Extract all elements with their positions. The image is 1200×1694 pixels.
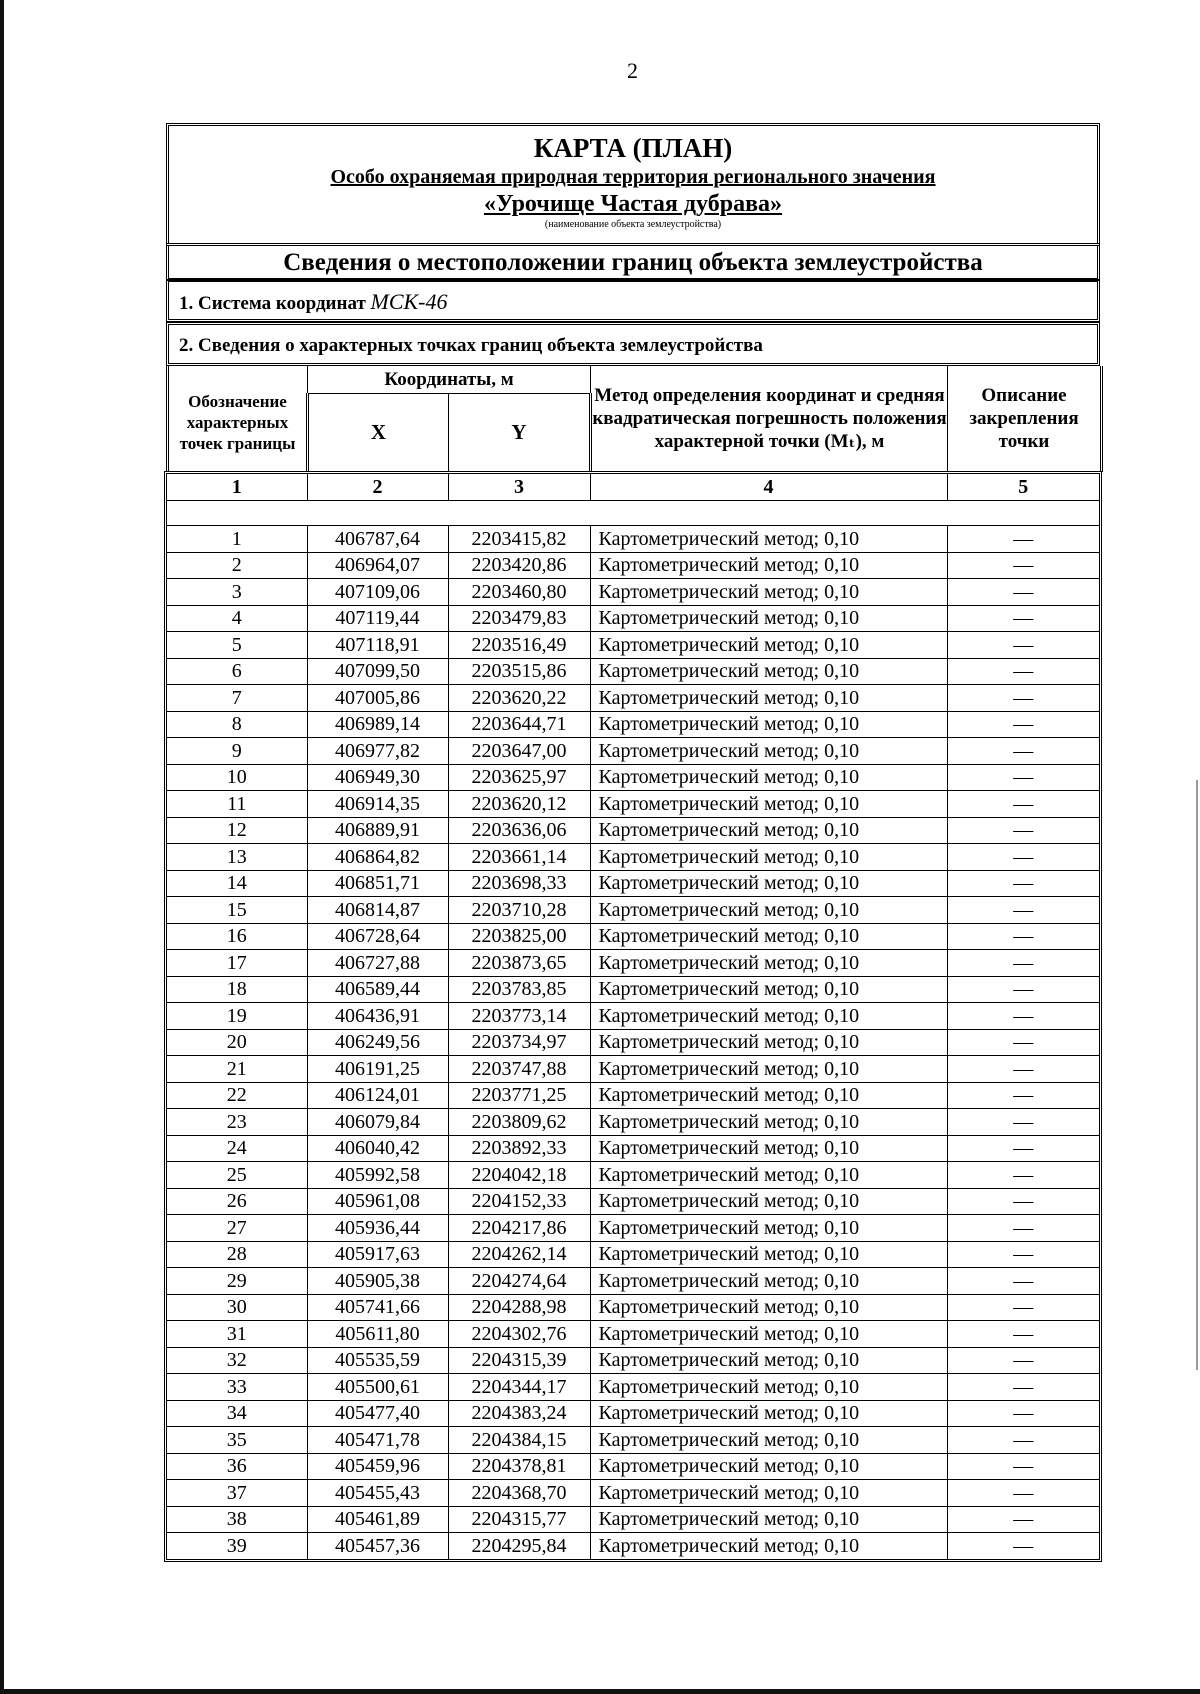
method: Картометрический метод; 0,10: [590, 1268, 947, 1295]
column-number: 4: [590, 474, 947, 501]
coord-x: 405455,43: [307, 1480, 448, 1507]
coord-y: 2203710,28: [448, 897, 590, 924]
point-number: 11: [167, 791, 307, 818]
table-row: [167, 1109, 1099, 1136]
coord-x: 406989,14: [307, 711, 448, 738]
section-title: Сведения о местоположении границ объекта землеустройства: [166, 243, 1100, 281]
point-number: 13: [167, 844, 307, 871]
coord-y: 2203515,86: [448, 658, 590, 685]
point-number: 20: [167, 1029, 307, 1056]
point-number: 19: [167, 1003, 307, 1030]
fixation-description: —: [947, 870, 1099, 897]
table-row: [167, 844, 1099, 871]
point-number: 28: [167, 1241, 307, 1268]
coord-y: 2204344,17: [448, 1374, 590, 1401]
coord-y: 2203516,49: [448, 632, 590, 659]
coord-y: 2203661,14: [448, 844, 590, 871]
table-row: [167, 1427, 1099, 1454]
method: Картометрический метод; 0,10: [590, 711, 947, 738]
point-number: 18: [167, 976, 307, 1003]
coord-y: 2204378,81: [448, 1453, 590, 1480]
coord-y: 2204383,24: [448, 1400, 590, 1427]
table-row: [167, 632, 1099, 659]
fixation-description: —: [947, 1506, 1099, 1533]
method: Картометрический метод; 0,10: [590, 1056, 947, 1083]
title-block: [166, 123, 1100, 246]
point-number: 7: [167, 685, 307, 712]
fixation-description: —: [947, 1294, 1099, 1321]
coord-y: 2204315,39: [448, 1347, 590, 1374]
fixation-description: —: [947, 1453, 1099, 1480]
fixation-description: —: [947, 605, 1099, 632]
coord-x: 406728,64: [307, 923, 448, 950]
method: Картометрический метод; 0,10: [590, 526, 947, 553]
table-row: [167, 1347, 1099, 1374]
table-row: [167, 1162, 1099, 1189]
coord-y: 2203479,83: [448, 605, 590, 632]
method: Картометрический метод; 0,10: [590, 1427, 947, 1454]
point-number: 9: [167, 738, 307, 765]
point-number: 3: [167, 579, 307, 606]
coord-y: 2203620,22: [448, 685, 590, 712]
method: Картометрический метод; 0,10: [590, 1162, 947, 1189]
table-row: [167, 1241, 1099, 1268]
table-row: [167, 1321, 1099, 1348]
method: Картометрический метод; 0,10: [590, 1215, 947, 1242]
point-number: 35: [167, 1427, 307, 1454]
method: Картометрический метод; 0,10: [590, 1506, 947, 1533]
fixation-description: —: [947, 817, 1099, 844]
coord-x: 405535,59: [307, 1347, 448, 1374]
coord-y: 2204295,84: [448, 1533, 590, 1559]
header-description: Описание закрепления точки: [948, 366, 1102, 472]
column-number-row: [167, 474, 1099, 501]
coord-x: 406191,25: [307, 1056, 448, 1083]
point-number: 24: [167, 1135, 307, 1162]
point-number: 14: [167, 870, 307, 897]
coord-system-block: [166, 279, 1100, 322]
coord-x: 406589,44: [307, 976, 448, 1003]
fixation-description: —: [947, 552, 1099, 579]
point-number: 29: [167, 1268, 307, 1295]
fixation-description: —: [947, 1082, 1099, 1109]
table-row: [167, 1056, 1099, 1083]
coord-y: 2203773,14: [448, 1003, 590, 1030]
point-number: 30: [167, 1294, 307, 1321]
fixation-description: —: [947, 1480, 1099, 1507]
method: Картометрический метод; 0,10: [590, 738, 947, 765]
coord-x: 405961,08: [307, 1188, 448, 1215]
coord-y: 2203892,33: [448, 1135, 590, 1162]
document-title: КАРТА (ПЛАН): [533, 133, 733, 163]
point-number: 27: [167, 1215, 307, 1242]
coord-x: 406814,87: [307, 897, 448, 924]
fixation-description: —: [947, 632, 1099, 659]
method: Картометрический метод; 0,10: [590, 1082, 947, 1109]
table-row: [167, 1188, 1099, 1215]
method: Картометрический метод; 0,10: [590, 1533, 947, 1559]
coord-y: 2204302,76: [448, 1321, 590, 1348]
coord-x: 405611,80: [307, 1321, 448, 1348]
point-number: 23: [167, 1109, 307, 1136]
coord-x: 405936,44: [307, 1215, 448, 1242]
point-number: 25: [167, 1162, 307, 1189]
coord-y: 2203620,12: [448, 791, 590, 818]
fixation-description: —: [947, 764, 1099, 791]
header-point-designation: Обозначение характерных точек границы: [168, 366, 308, 472]
fixation-description: —: [947, 658, 1099, 685]
method: Картометрический метод; 0,10: [590, 1321, 947, 1348]
table-row: [167, 976, 1099, 1003]
coord-y: 2204152,33: [448, 1188, 590, 1215]
coord-y: 2204217,86: [448, 1215, 590, 1242]
point-number: 37: [167, 1480, 307, 1507]
table-row: [167, 658, 1099, 685]
column-number: 1: [167, 474, 307, 501]
point-number: 33: [167, 1374, 307, 1401]
coord-x: 405457,36: [307, 1533, 448, 1559]
object-name: «Урочище Частая дубрава»: [483, 191, 783, 217]
points-table-header: [166, 366, 1103, 472]
method: Картометрический метод; 0,10: [590, 1347, 947, 1374]
coord-x: 406727,88: [307, 950, 448, 977]
point-number: 22: [167, 1082, 307, 1109]
table-row: [167, 1003, 1099, 1030]
points-table-body: [167, 474, 1099, 1559]
point-number: 6: [167, 658, 307, 685]
coord-x: 406124,01: [307, 1082, 448, 1109]
method: Картометрический метод; 0,10: [590, 632, 947, 659]
coord-y: 2203647,00: [448, 738, 590, 765]
point-number: 16: [167, 923, 307, 950]
table-row: [167, 1453, 1099, 1480]
method: Картометрический метод; 0,10: [590, 817, 947, 844]
coord-y: 2203873,65: [448, 950, 590, 977]
table-row: [167, 1533, 1099, 1559]
coord-x: 405905,38: [307, 1268, 448, 1295]
method: Картометрический метод; 0,10: [590, 1480, 947, 1507]
table-row: [167, 526, 1099, 553]
coord-x: 406889,91: [307, 817, 448, 844]
header-method: Метод определения координат и средняя квадратическая погрешность положения характерной точки (Mₜ), м: [591, 366, 948, 472]
territory-type: Особо охраняемая природная территория регионального значения: [330, 166, 936, 188]
coord-y: 2204274,64: [448, 1268, 590, 1295]
method: Картометрический метод; 0,10: [590, 950, 947, 977]
method: Картометрический метод; 0,10: [590, 658, 947, 685]
coord-x: 405471,78: [307, 1427, 448, 1454]
coord-y: 2203698,33: [448, 870, 590, 897]
coord-y: 2203460,80: [448, 579, 590, 606]
fixation-description: —: [947, 950, 1099, 977]
fixation-description: —: [947, 711, 1099, 738]
fixation-description: —: [947, 1029, 1099, 1056]
coord-y: 2204042,18: [448, 1162, 590, 1189]
scan-edge-left: [0, 0, 4, 1694]
point-number: 2: [167, 552, 307, 579]
coord-y: 2203809,62: [448, 1109, 590, 1136]
header-coordinates: Координаты, м: [308, 366, 591, 393]
table-row: [167, 791, 1099, 818]
table-row: [167, 870, 1099, 897]
method: Картометрический метод; 0,10: [590, 1003, 947, 1030]
table-row: [167, 738, 1099, 765]
coord-y: 2204384,15: [448, 1427, 590, 1454]
point-number: 31: [167, 1321, 307, 1348]
coord-x: 406949,30: [307, 764, 448, 791]
method: Картометрический метод; 0,10: [590, 1109, 947, 1136]
coord-x: 407119,44: [307, 605, 448, 632]
coord-y: 2203734,97: [448, 1029, 590, 1056]
coord-y: 2203415,82: [448, 526, 590, 553]
point-number: 1: [167, 526, 307, 553]
table-row: [167, 552, 1099, 579]
coord-x: 407109,06: [307, 579, 448, 606]
table-row: [167, 1506, 1099, 1533]
fixation-description: —: [947, 1162, 1099, 1189]
coord-y: 2203747,88: [448, 1056, 590, 1083]
fixation-description: —: [947, 1347, 1099, 1374]
method: Картометрический метод; 0,10: [590, 1188, 947, 1215]
method: Картометрический метод; 0,10: [590, 791, 947, 818]
coord-x: 406040,42: [307, 1135, 448, 1162]
table-row: [167, 817, 1099, 844]
fixation-description: —: [947, 1374, 1099, 1401]
coord-x: 406964,07: [307, 552, 448, 579]
table-row: [167, 1215, 1099, 1242]
fixation-description: —: [947, 1400, 1099, 1427]
method: Картометрический метод; 0,10: [590, 1453, 947, 1480]
coord-x: 405461,89: [307, 1506, 448, 1533]
table-row: [167, 711, 1099, 738]
table-row: [167, 1082, 1099, 1109]
coord-x: 405459,96: [307, 1453, 448, 1480]
fixation-description: —: [947, 1215, 1099, 1242]
coord-y: 2203825,00: [448, 923, 590, 950]
coord-x: 405741,66: [307, 1294, 448, 1321]
point-number: 8: [167, 711, 307, 738]
fixation-description: —: [947, 791, 1099, 818]
method: Картометрический метод; 0,10: [590, 923, 947, 950]
table-row: [167, 764, 1099, 791]
point-number: 26: [167, 1188, 307, 1215]
object-name-caption: (наименование объекта землеустройства): [544, 219, 722, 230]
scan-edge-bottom: [0, 1689, 1200, 1694]
coord-y: 2204368,70: [448, 1480, 590, 1507]
fixation-description: —: [947, 1135, 1099, 1162]
coord-x: 407118,91: [307, 632, 448, 659]
coord-y: 2204288,98: [448, 1294, 590, 1321]
empty-cell: [167, 501, 1099, 526]
method: Картометрический метод; 0,10: [590, 976, 947, 1003]
table-row: [167, 605, 1099, 632]
fixation-description: —: [947, 1188, 1099, 1215]
points-section-title: 2. Сведения о характерных точках границ объекта землеустройства: [166, 322, 1100, 366]
fixation-description: —: [947, 897, 1099, 924]
coord-x: 406864,82: [307, 844, 448, 871]
table-row: [167, 1374, 1099, 1401]
table-row: [167, 950, 1099, 977]
header-y: Y: [449, 393, 591, 472]
point-number: 17: [167, 950, 307, 977]
fixation-description: —: [947, 1427, 1099, 1454]
method: Картометрический метод; 0,10: [590, 1029, 947, 1056]
method: Картометрический метод; 0,10: [590, 764, 947, 791]
table-row: [167, 923, 1099, 950]
header-x: X: [308, 393, 449, 472]
coord-y: 2203771,25: [448, 1082, 590, 1109]
method: Картометрический метод; 0,10: [590, 844, 947, 871]
method: Картометрический метод; 0,10: [590, 605, 947, 632]
coord-x: 406914,35: [307, 791, 448, 818]
point-number: 15: [167, 897, 307, 924]
point-number: 5: [167, 632, 307, 659]
fixation-description: —: [947, 1533, 1099, 1559]
point-number: 10: [167, 764, 307, 791]
fixation-description: —: [947, 1321, 1099, 1348]
method: Картометрический метод; 0,10: [590, 579, 947, 606]
fixation-description: —: [947, 1109, 1099, 1136]
coord-y: 2204315,77: [448, 1506, 590, 1533]
method: Картометрический метод; 0,10: [590, 897, 947, 924]
coord-x: 407005,86: [307, 685, 448, 712]
empty-row: [167, 501, 1099, 526]
point-number: 38: [167, 1506, 307, 1533]
coord-x: 406851,71: [307, 870, 448, 897]
fixation-description: —: [947, 526, 1099, 553]
coord-x: 405917,63: [307, 1241, 448, 1268]
method: Картометрический метод; 0,10: [590, 552, 947, 579]
table-row: [167, 579, 1099, 606]
method: Картометрический метод; 0,10: [590, 1400, 947, 1427]
method: Картометрический метод; 0,10: [590, 685, 947, 712]
fixation-description: —: [947, 1003, 1099, 1030]
table-row: [167, 1268, 1099, 1295]
coord-y: 2203420,86: [448, 552, 590, 579]
coord-system-value: МСК-46: [370, 289, 448, 314]
coord-system-label: 1. Система координат: [179, 293, 371, 314]
column-number: 5: [947, 474, 1099, 501]
column-number: 3: [448, 474, 590, 501]
table-row: [167, 1400, 1099, 1427]
fixation-description: —: [947, 738, 1099, 765]
table-row: [167, 685, 1099, 712]
point-number: 34: [167, 1400, 307, 1427]
point-number: 12: [167, 817, 307, 844]
method: Картометрический метод; 0,10: [590, 1294, 947, 1321]
table-row: [167, 1029, 1099, 1056]
coord-y: 2204262,14: [448, 1241, 590, 1268]
coord-y: 2203636,06: [448, 817, 590, 844]
coord-x: 406079,84: [307, 1109, 448, 1136]
column-number: 2: [307, 474, 448, 501]
method: Картометрический метод; 0,10: [590, 1374, 947, 1401]
fixation-description: —: [947, 685, 1099, 712]
fixation-description: —: [947, 923, 1099, 950]
points-table: [164, 471, 1102, 1562]
page-number: 2: [627, 58, 638, 83]
points-table-rows: [167, 474, 1099, 1559]
point-number: 4: [167, 605, 307, 632]
fixation-description: —: [947, 1268, 1099, 1295]
fixation-description: —: [947, 1056, 1099, 1083]
scan-edge-right: [1196, 780, 1198, 1370]
point-number: 21: [167, 1056, 307, 1083]
method: Картометрический метод; 0,10: [590, 870, 947, 897]
coord-x: 407099,50: [307, 658, 448, 685]
point-number: 36: [167, 1453, 307, 1480]
coord-x: 406249,56: [307, 1029, 448, 1056]
coord-x: 406787,64: [307, 526, 448, 553]
point-number: 39: [167, 1533, 307, 1559]
table-row: [167, 1135, 1099, 1162]
method: Картометрический метод; 0,10: [590, 1241, 947, 1268]
coord-x: 405992,58: [307, 1162, 448, 1189]
coord-x: 406977,82: [307, 738, 448, 765]
coord-x: 405500,61: [307, 1374, 448, 1401]
table-row: [167, 1294, 1099, 1321]
coord-x: 405477,40: [307, 1400, 448, 1427]
method: Картометрический метод; 0,10: [590, 1135, 947, 1162]
point-number: 32: [167, 1347, 307, 1374]
fixation-description: —: [947, 976, 1099, 1003]
fixation-description: —: [947, 844, 1099, 871]
coord-x: 406436,91: [307, 1003, 448, 1030]
fixation-description: —: [947, 1241, 1099, 1268]
coord-y: 2203644,71: [448, 711, 590, 738]
table-row: [167, 1480, 1099, 1507]
table-row: [167, 897, 1099, 924]
coord-y: 2203625,97: [448, 764, 590, 791]
fixation-description: —: [947, 579, 1099, 606]
coord-y: 2203783,85: [448, 976, 590, 1003]
